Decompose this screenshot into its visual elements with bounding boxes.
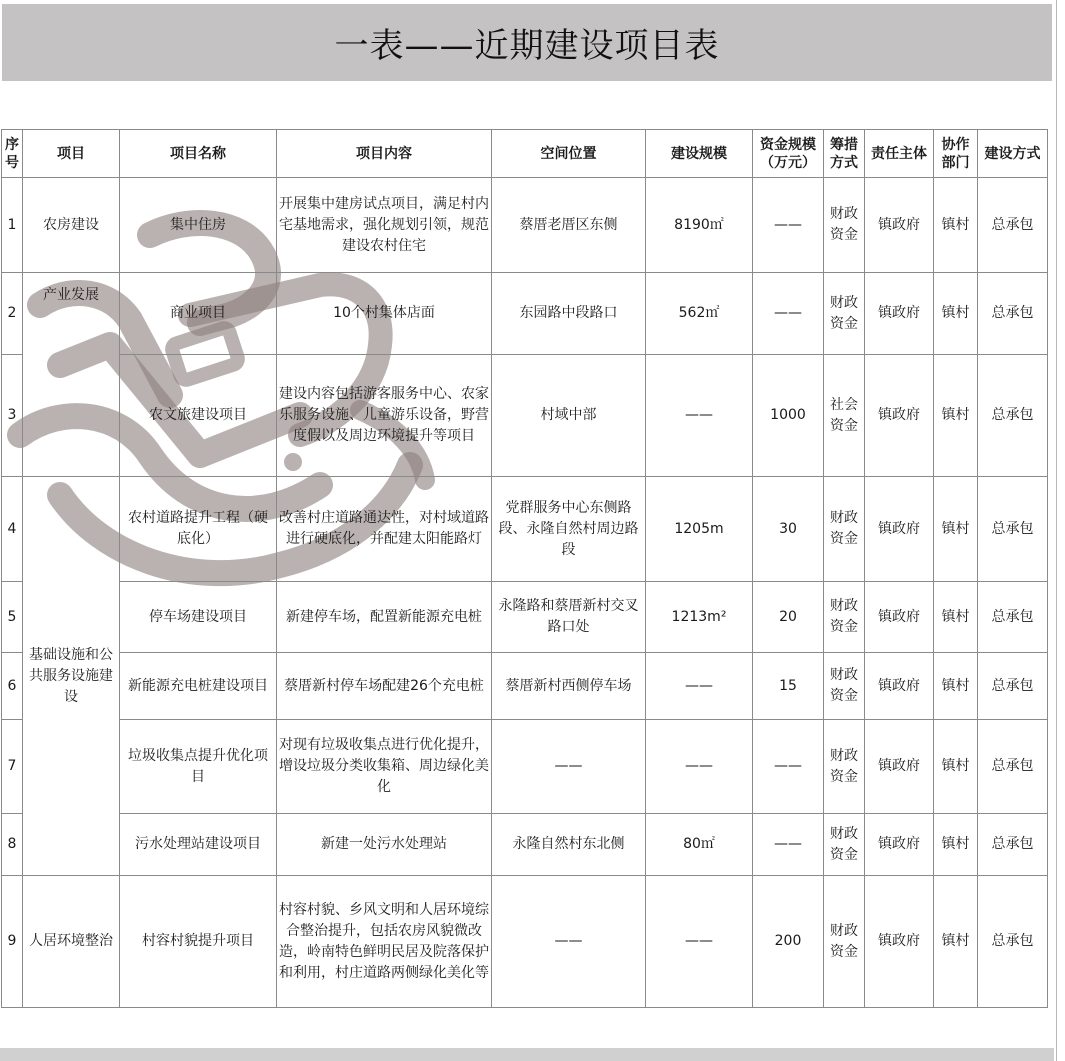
project-name: 农村道路提升工程（硬底化） — [120, 477, 277, 582]
project-owner: 镇政府 — [865, 720, 934, 814]
header-no: 序号 — [2, 130, 23, 178]
project-funding: 财政资金 — [824, 582, 865, 653]
project-content: 10个村集体店面 — [277, 273, 492, 355]
project-funding: 财政资金 — [824, 273, 865, 355]
project-scale: —— — [646, 653, 753, 720]
project-funds: 30 — [753, 477, 824, 582]
project-owner: 镇政府 — [865, 876, 934, 1008]
project-dept: 镇村 — [934, 814, 978, 876]
project-funding: 财政资金 — [824, 178, 865, 273]
project-funds: —— — [753, 273, 824, 355]
project-content: 新建一处污水处理站 — [277, 814, 492, 876]
project-location: 党群服务中心东侧路段、永隆自然村周边路段 — [492, 477, 646, 582]
project-content: 新建停车场，配置新能源充电桩 — [277, 582, 492, 653]
row-no: 4 — [2, 477, 23, 582]
project-location: 村域中部 — [492, 355, 646, 477]
table-row — [2, 582, 1048, 653]
table-row — [2, 814, 1048, 876]
project-name: 商业项目 — [120, 273, 277, 355]
category-cell: 产业发展 — [23, 273, 120, 477]
project-funding: 财政资金 — [824, 720, 865, 814]
row-no: 9 — [2, 876, 23, 1008]
project-method: 总承包 — [978, 582, 1048, 653]
project-method: 总承包 — [978, 178, 1048, 273]
table-row — [2, 876, 1048, 1008]
project-scale: 8190㎡ — [646, 178, 753, 273]
project-owner: 镇政府 — [865, 477, 934, 582]
project-owner: 镇政府 — [865, 582, 934, 653]
project-name: 村容村貌提升项目 — [120, 876, 277, 1008]
header-name: 项目名称 — [120, 130, 277, 178]
table-row — [2, 720, 1048, 814]
project-name: 污水处理站建设项目 — [120, 814, 277, 876]
project-content: 蔡厝新村停车场配建26个充电桩 — [277, 653, 492, 720]
project-funding: 财政资金 — [824, 814, 865, 876]
header-scale: 建设规模 — [646, 130, 753, 178]
title-bar — [2, 4, 1052, 81]
header-content: 项目内容 — [277, 130, 492, 178]
project-content: 建设内容包括游客服务中心、农家乐服务设施、儿童游乐设备，野营度假以及周边环境提升等项目 — [277, 355, 492, 477]
project-method: 总承包 — [978, 273, 1048, 355]
header-category: 项目 — [23, 130, 120, 178]
project-content: 改善村庄道路通达性，对村域道路进行硬底化，并配建太阳能路灯 — [277, 477, 492, 582]
project-location: —— — [492, 720, 646, 814]
project-method: 总承包 — [978, 355, 1048, 477]
row-no: 8 — [2, 814, 23, 876]
header-funding: 筹措方式 — [824, 130, 865, 178]
project-funds: 1000 — [753, 355, 824, 477]
project-dept: 镇村 — [934, 477, 978, 582]
project-funds: 15 — [753, 653, 824, 720]
project-name: 农文旅建设项目 — [120, 355, 277, 477]
project-dept: 镇村 — [934, 720, 978, 814]
project-scale: 1213m² — [646, 582, 753, 653]
project-name: 新能源充电桩建设项目 — [120, 653, 277, 720]
project-scale: 80㎡ — [646, 814, 753, 876]
table-row — [2, 273, 1048, 355]
project-dept: 镇村 — [934, 178, 978, 273]
project-funds: 200 — [753, 876, 824, 1008]
row-no: 6 — [2, 653, 23, 720]
project-funding: 社会资金 — [824, 355, 865, 477]
project-funds: —— — [753, 720, 824, 814]
header-dept: 协作部门 — [934, 130, 978, 178]
project-location: 永隆路和蔡厝新村交叉路口处 — [492, 582, 646, 653]
row-no: 3 — [2, 355, 23, 477]
project-dept: 镇村 — [934, 582, 978, 653]
category-cell: 基础设施和公共服务设施建设 — [23, 477, 120, 876]
project-location: 东园路中段路口 — [492, 273, 646, 355]
project-owner: 镇政府 — [865, 273, 934, 355]
project-location: 永隆自然村东北侧 — [492, 814, 646, 876]
project-funds: 20 — [753, 582, 824, 653]
project-location: 蔡厝老厝区东侧 — [492, 178, 646, 273]
project-table — [1, 129, 1048, 1008]
project-content: 对现有垃圾收集点进行优化提升，增设垃圾分类收集箱、周边绿化美化 — [277, 720, 492, 814]
header-method: 建设方式 — [978, 130, 1048, 178]
project-dept: 镇村 — [934, 653, 978, 720]
table-row — [2, 178, 1048, 273]
project-owner: 镇政府 — [865, 814, 934, 876]
project-owner: 镇政府 — [865, 178, 934, 273]
project-funding: 财政资金 — [824, 876, 865, 1008]
project-funding: 财政资金 — [824, 653, 865, 720]
category-cell: 人居环境整治 — [23, 876, 120, 1008]
project-name: 垃圾收集点提升优化项目 — [120, 720, 277, 814]
page-edge — [1056, 0, 1057, 1061]
project-dept: 镇村 — [934, 273, 978, 355]
header-funds: 资金规模（万元） — [753, 130, 824, 178]
project-scale: 1205m — [646, 477, 753, 582]
project-funds: —— — [753, 178, 824, 273]
project-method: 总承包 — [978, 477, 1048, 582]
row-no: 2 — [2, 273, 23, 355]
project-dept: 镇村 — [934, 355, 978, 477]
project-dept: 镇村 — [934, 876, 978, 1008]
project-owner: 镇政府 — [865, 355, 934, 477]
project-scale: —— — [646, 876, 753, 1008]
row-no: 5 — [2, 582, 23, 653]
project-scale: 562㎡ — [646, 273, 753, 355]
project-method: 总承包 — [978, 814, 1048, 876]
table-row — [2, 653, 1048, 720]
project-name: 停车场建设项目 — [120, 582, 277, 653]
table-row — [2, 355, 1048, 477]
header-location: 空间位置 — [492, 130, 646, 178]
project-funds: —— — [753, 814, 824, 876]
project-scale: —— — [646, 720, 753, 814]
project-method: 总承包 — [978, 876, 1048, 1008]
bottom-bar — [0, 1048, 1054, 1061]
project-funding: 财政资金 — [824, 477, 865, 582]
project-content: 村容村貌、乡风文明和人居环境综合整治提升，包括农房风貌微改造，岭南特色鲜明民居及院落保护和利用，村庄道路两侧绿化美化等 — [277, 876, 492, 1008]
project-location: —— — [492, 876, 646, 1008]
header-owner: 责任主体 — [865, 130, 934, 178]
project-content: 开展集中建房试点项目，满足村内宅基地需求，强化规划引领，规范建设农村住宅 — [277, 178, 492, 273]
header-row — [2, 130, 1048, 178]
page-title: 一表——近期建设项目表 — [334, 26, 720, 66]
row-no: 7 — [2, 720, 23, 814]
table-row — [2, 477, 1048, 582]
project-name: 集中住房 — [120, 178, 277, 273]
project-method: 总承包 — [978, 720, 1048, 814]
project-owner: 镇政府 — [865, 653, 934, 720]
category-cell: 农房建设 — [23, 178, 120, 273]
project-location: 蔡厝新村西侧停车场 — [492, 653, 646, 720]
row-no: 1 — [2, 178, 23, 273]
project-method: 总承包 — [978, 653, 1048, 720]
project-scale: —— — [646, 355, 753, 477]
